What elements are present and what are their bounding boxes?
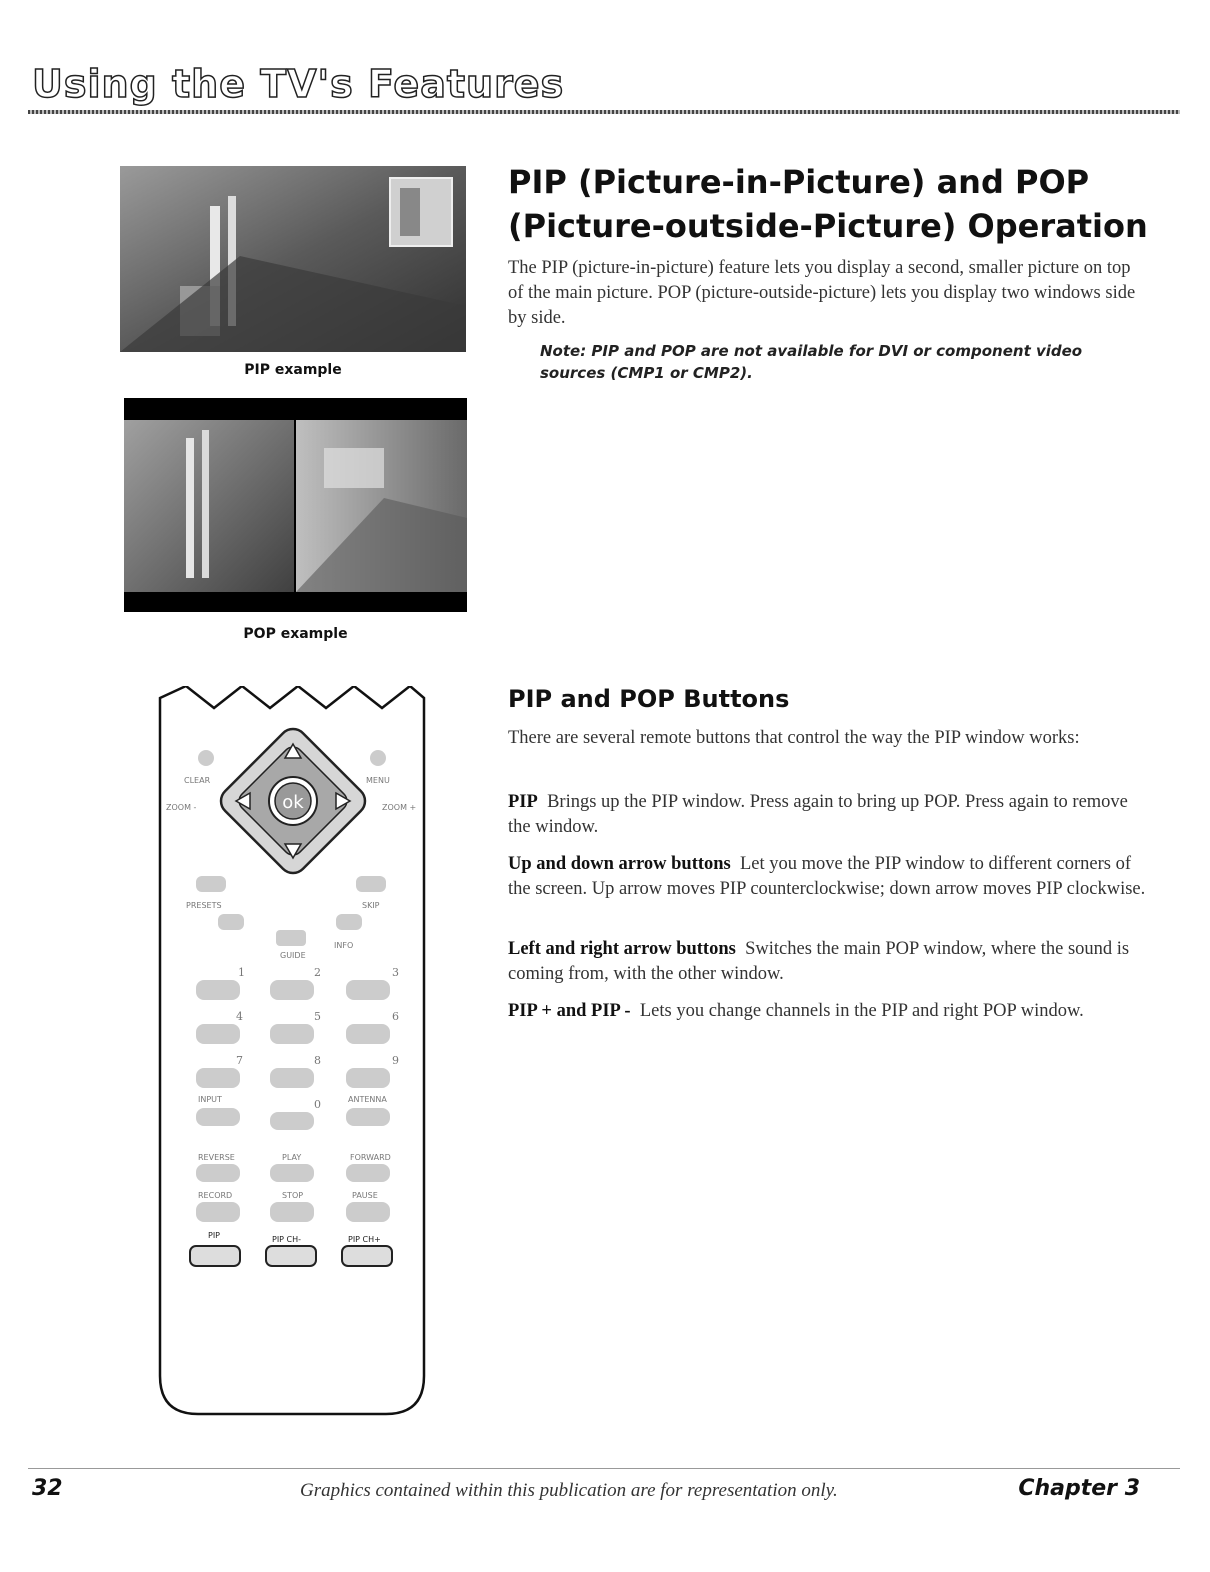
pause-label: PAUSE <box>352 1191 378 1200</box>
digit-3-button[interactable] <box>346 980 390 1000</box>
availability-note: Note: PIP and POP are not available for DVI or component video sources (CMP1 or CMP2). <box>540 342 1083 382</box>
clear-label: CLEAR <box>184 776 211 785</box>
input-label: INPUT <box>198 1095 222 1104</box>
digit-0-button[interactable] <box>270 1112 314 1130</box>
section-title-buttons: PIP and POP Buttons <box>508 685 790 713</box>
skip-button[interactable] <box>356 876 386 892</box>
remote-control-illustration <box>156 686 428 1416</box>
zoom-minus-label: ZOOM - <box>166 803 197 812</box>
pip-example-image <box>120 166 466 352</box>
footer-disclaimer: Graphics contained within this publication are for representation only. <box>300 1480 838 1501</box>
pip-example-caption: PIP example <box>244 362 342 378</box>
item-term: Left and right arrow buttons <box>508 939 736 959</box>
pause-button[interactable] <box>346 1202 390 1222</box>
reverse-button[interactable] <box>196 1164 240 1182</box>
play-button[interactable] <box>270 1164 314 1182</box>
pip-ch-minus-button[interactable] <box>266 1246 316 1266</box>
pip-label: PIP <box>208 1231 221 1240</box>
digit-6-label: 6 <box>392 1010 399 1023</box>
digit-7-button[interactable] <box>196 1068 240 1088</box>
item-up-down <box>508 852 1148 902</box>
pip-ch-plus-label: PIP CH+ <box>348 1235 381 1244</box>
stop-button[interactable] <box>270 1202 314 1222</box>
digit-7-label: 7 <box>236 1054 243 1067</box>
antenna-label: ANTENNA <box>348 1095 387 1104</box>
antenna-button[interactable] <box>346 1108 390 1126</box>
ok-label: ok <box>282 792 304 813</box>
item-pip-channel <box>508 999 1148 1024</box>
stop-label: STOP <box>282 1191 304 1200</box>
presets-button[interactable] <box>196 876 226 892</box>
clear-button[interactable] <box>198 750 214 766</box>
menu-button[interactable] <box>370 750 386 766</box>
digit-1-button[interactable] <box>196 980 240 1000</box>
presets-label: PRESETS <box>186 901 222 910</box>
item-pip <box>508 790 1148 840</box>
pip-ch-minus-label: PIP CH- <box>272 1235 302 1244</box>
info-button[interactable] <box>336 914 362 930</box>
item-desc: Let you move the PIP window to different corners of the screen. Up arrow moves PIP counterclockwise; down arrow moves PIP clockwise. <box>508 854 1146 899</box>
pip-button[interactable] <box>190 1246 240 1266</box>
page-header-title: Using the TV's Features <box>32 62 565 106</box>
header-rule <box>28 110 1180 114</box>
pop-example-image <box>124 398 467 612</box>
item-desc: Lets you change channels in the PIP and right POP window. <box>639 1001 1084 1021</box>
record-button[interactable] <box>196 1202 240 1222</box>
digit-6-button[interactable] <box>346 1024 390 1044</box>
digit-9-button[interactable] <box>346 1068 390 1088</box>
digit-5-label: 5 <box>314 1010 321 1023</box>
input-button[interactable] <box>196 1108 240 1126</box>
item-desc: Brings up the PIP window. Press again to bring up POP. Press again to remove the window. <box>508 792 1128 837</box>
page-number: 32 <box>32 1476 63 1501</box>
guide-button[interactable] <box>276 930 306 946</box>
skip-label: SKIP <box>362 901 380 910</box>
digit-8-label: 8 <box>314 1054 321 1067</box>
digit-9-label: 9 <box>392 1054 399 1067</box>
section-intro-paragraph: The PIP (picture-in-picture) feature lets you display a second, smaller picture on top of the main picture. POP (picture-outside-picture) lets you display two windows side by side. <box>508 258 1136 328</box>
zoom-plus-label: ZOOM + <box>382 803 417 812</box>
digit-2-button[interactable] <box>270 980 314 1000</box>
guide-label: GUIDE <box>280 951 306 960</box>
reverse-label: REVERSE <box>198 1153 235 1162</box>
digit-4-label: 4 <box>236 1010 243 1023</box>
digit-4-button[interactable] <box>196 1024 240 1044</box>
forward-label: FORWARD <box>350 1153 391 1162</box>
digit-1-label: 1 <box>238 966 245 979</box>
pip-ch-plus-button[interactable] <box>342 1246 392 1266</box>
digit-8-button[interactable] <box>270 1068 314 1088</box>
item-desc: Switches the main POP window, where the sound is coming from, with the other window. <box>508 939 1130 984</box>
item-term: PIP <box>508 792 538 812</box>
chapter-label: Chapter 3 <box>1018 1476 1140 1501</box>
forward-button[interactable] <box>346 1164 390 1182</box>
pop-example-caption: POP example <box>243 626 348 642</box>
section-title-pip-pop: PIP (Picture-in-Picture) and POP (Picture-outside-Picture) Operation <box>508 163 1148 245</box>
item-left-right <box>508 937 1148 987</box>
item-term: Up and down arrow buttons <box>508 854 731 874</box>
digit-0-label: 0 <box>314 1098 321 1111</box>
info-label: INFO <box>334 941 354 950</box>
item-term: PIP + and PIP - <box>508 1001 631 1021</box>
digit-2-label: 2 <box>314 966 321 979</box>
digit-3-label: 3 <box>392 966 399 979</box>
delete-button[interactable] <box>218 914 244 930</box>
footer-rule <box>28 1468 1180 1469</box>
buttons-intro: There are several remote buttons that control the way the PIP window works: <box>508 728 1080 748</box>
record-label: RECORD <box>198 1191 233 1200</box>
play-label: PLAY <box>282 1153 302 1162</box>
menu-label: MENU <box>366 776 390 785</box>
digit-5-button[interactable] <box>270 1024 314 1044</box>
